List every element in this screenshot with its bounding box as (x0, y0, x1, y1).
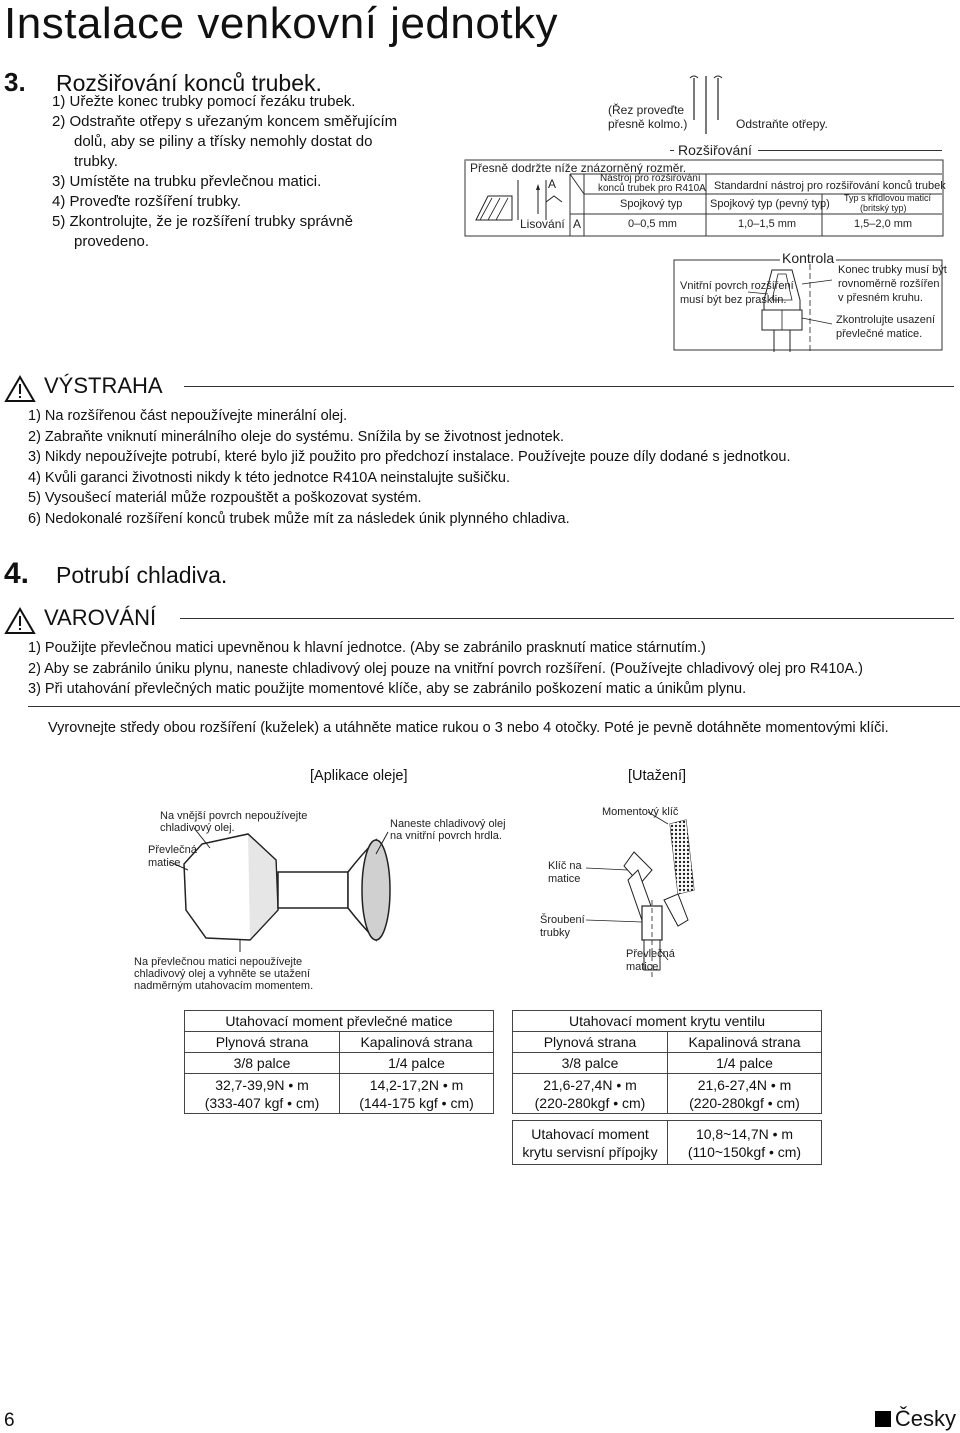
table-cell: 1/4 palce (668, 1053, 822, 1074)
caution-item: 2) Aby se zabránilo úniku plynu, naneste chladivový olej pouze na vnitřní povrch rozšíření. (Používejte chladivový olej pro R410A.) (28, 660, 864, 677)
dimension-a-label: A (548, 177, 557, 191)
caution-list (28, 638, 863, 700)
section-3-number: 3. (4, 67, 26, 97)
service-label: krytu servisní přípojky (522, 1143, 658, 1160)
warning-item: 2) Zabraňte vniknutí minerálního oleje do systému. Snížila by se životnost jednotek. (28, 428, 564, 445)
service-label: Utahovací moment (531, 1125, 649, 1142)
flaring-steps-list (52, 92, 412, 252)
table-cell: 3/8 palce (513, 1053, 668, 1074)
standard-tool-label: Standardní nástroj pro rozšiřování konců trubek (714, 180, 946, 192)
table-cell (340, 1074, 494, 1114)
language-label (875, 1406, 956, 1432)
table-cell (668, 1121, 822, 1165)
caution-icon (4, 607, 36, 635)
oil-application-caption: [Aplikace oleje] (310, 768, 408, 784)
cut-label-line2: přesně kolmo.) (608, 117, 688, 131)
flare-nut-note-2: chladivový olej a vyhněte se utažení (134, 968, 311, 980)
table-col-header: Plynová strana (513, 1032, 668, 1053)
warning-icon (4, 375, 36, 403)
flare-nut-torque-table (184, 1010, 494, 1114)
wing-nut-label-2: (britský typ) (860, 203, 907, 213)
caution-item: 1) Použijte převlečnou matici upevněnou k hlavní jednotce. (Aby se zabránilo prasknutí matice stárnutím.) (28, 640, 706, 656)
torque-value-kgf: (110~150kgf • cm) (687, 1143, 802, 1160)
table-cell (668, 1074, 822, 1114)
union-label-2: trubky (540, 927, 570, 939)
table-col-header: Kapalinová strana (340, 1032, 494, 1053)
torque-value-kgf: (220-280kgf • cm) (534, 1094, 646, 1111)
table-header: Utahovací moment krytu ventilu (513, 1011, 822, 1032)
warning-item: 3) Nikdy nepoužívejte potrubí, které bylo již použito pro předchozí instalace. Používejte pouze díly dodané s jednotkou. (28, 449, 791, 465)
nut-seat-label-1: Zkontrolujte usazení (836, 314, 936, 326)
spanner-label-2: matice (548, 873, 581, 885)
clutch-rigid-dimension-value: 1,0–1,5 mm (738, 218, 797, 230)
page-title: Instalace venkovní jednotky (4, 0, 559, 48)
even-flare-label-1: Konec trubky musí být (838, 264, 947, 276)
warning-title: VÝSTRAHA (44, 373, 163, 398)
tightening-instruction: Vyrovnejte středy obou rozšíření (kuželek) a utáhněte matice rukou o 3 nebo 4 otočky. Poté je pevně dotáhněte momentovými klíči. (48, 720, 889, 736)
table-cell: 3/8 palce (185, 1053, 340, 1074)
r410a-tool-label-1: Nástroj pro rozšiřování (600, 173, 701, 184)
section-4-heading (4, 557, 228, 590)
torque-value: 21,6-27,4N • m (543, 1076, 637, 1093)
caution-header (0, 604, 960, 634)
even-flare-label-2: rovnoměrně rozšířen (838, 278, 940, 290)
warning-list (28, 406, 791, 529)
check-title: Kontrola (782, 250, 835, 266)
section-4-title: Potrubí chladiva. (56, 562, 228, 588)
caution-title: VAROVÁNÍ (44, 605, 157, 630)
flaring-step: 4) Proveďte rozšíření trubky. (52, 193, 242, 210)
page-number: 6 (4, 1410, 15, 1431)
wing-nut-dimension-value: 1,5–2,0 mm (854, 218, 913, 230)
caution-item: 3) Při utahování převlečných matic použijte momentové klíče, aby se zabránilo poškození matic a únikům plynu. (28, 681, 747, 697)
table-cell (185, 1074, 340, 1114)
valve-cap-torque-table (512, 1010, 822, 1114)
tightening-caption: [Utažení] (628, 768, 687, 784)
flaring-diagram (462, 74, 956, 354)
union-label-1: Šroubení (540, 914, 585, 926)
flare-nut-label-2: matice (148, 857, 181, 869)
caution-rule (180, 618, 954, 619)
clutch-rigid-label: Spojkový typ (pevný typ) (710, 198, 830, 210)
wing-nut-label-1: Typ s křídlovou maticí (844, 193, 932, 203)
section-3-title: Rozšiřování konců trubek. (56, 70, 322, 96)
flaring-step: 2) Odstraňte otřepy s uřezaným koncem směřujícím dolů, aby se piliny a třísky nemohly dostat do trubky. (52, 113, 398, 170)
warning-item: 6) Nedokonalé rozšíření konců trubek může mít za následek únik plynného chladiva. (28, 510, 570, 527)
warning-item: 5) Vysoušecí materiál může rozpouštět a poškozovat systém. (28, 490, 422, 506)
section-4-number: 4. (4, 557, 30, 590)
square-icon (875, 1411, 891, 1427)
flaring-step: 1) Uřežte konec trubky pomocí řezáku trubek. (52, 93, 356, 110)
torque-value-kgf: (144-175 kgf • cm) (359, 1094, 474, 1111)
flare-nut-label-1: Převlečná (148, 844, 197, 856)
torque-value: 32,7-39,9N • m (215, 1076, 309, 1093)
outer-surface-note-2: chladivový olej. (160, 822, 235, 834)
clutch-type-label: Spojkový typ (620, 198, 683, 210)
outer-surface-note-1: Na vnější povrch nepoužívejte (160, 810, 308, 822)
table-col-header: Kapalinová strana (668, 1032, 822, 1053)
language-text: Česky (894, 1406, 956, 1431)
even-flare-label-3: v přesném kruhu. (838, 292, 923, 304)
torque-wrench-label: Momentový klíč (602, 806, 679, 818)
deburr-label: Odstraňte otřepy. (736, 117, 828, 131)
table-col-header: Plynová strana (185, 1032, 340, 1053)
inner-surface-label-2: musí být bez prasklin. (680, 294, 787, 306)
flaring-diagram-graphic (462, 74, 956, 354)
tightening-diagram (538, 800, 738, 990)
table-header: Utahovací moment převlečné matice (185, 1011, 494, 1032)
table-cell (513, 1121, 668, 1165)
service-port-torque-table (512, 1120, 822, 1165)
r410a-dimension-value: 0–0,5 mm (628, 218, 677, 230)
inner-surface-note-2: na vnitřní povrch hrdla. (390, 830, 502, 842)
flaring-title: Rozšiřování (674, 144, 756, 156)
table-cell: 1/4 palce (340, 1053, 494, 1074)
oil-application-diagram (130, 800, 530, 1000)
section-divider (28, 706, 960, 707)
hold-dimension-label: Přesně dodržte níže znázorněný rozměr. (470, 161, 687, 175)
torque-value: 10,8~14,7N • m (695, 1125, 794, 1142)
nut-seat-label-2: převlečné matice. (836, 328, 923, 340)
row-a-label: A (573, 217, 582, 231)
die-label: Lisování (520, 217, 565, 231)
torque-value: 21,6-27,4N • m (697, 1076, 792, 1093)
inner-surface-label-1: Vnitřní povrch rozšíření (680, 280, 794, 292)
cut-label-line1: (Řez proveďte (608, 103, 685, 117)
spanner-label-1: Klíč na (548, 860, 582, 872)
inner-surface-note-1: Naneste chladivový olej (390, 818, 506, 830)
tighten-nut-label-1: Převlečná (626, 948, 675, 960)
torque-value: 14,2-17,2N • m (369, 1076, 464, 1093)
warning-item: 1) Na rozšířenou část nepoužívejte minerální olej. (28, 408, 348, 424)
flare-nut-note-1: Na převlečnou matici nepoužívejte (134, 956, 303, 968)
flare-nut-note-3: nadměrným utahovacím momentem. (134, 980, 314, 992)
flaring-step: 3) Umístěte na trubku převlečnou matici. (52, 173, 322, 190)
torque-value-kgf: (220-280kgf • cm) (689, 1094, 800, 1111)
flaring-step: 5) Zkontrolujte, že je rozšíření trubky správně provedeno. (52, 213, 353, 250)
warning-rule (184, 386, 954, 387)
tighten-nut-label-2: matice (626, 961, 659, 973)
table-cell (513, 1074, 668, 1114)
torque-value-kgf: (333-407 kgf • cm) (204, 1094, 320, 1111)
warning-header (0, 372, 960, 402)
warning-item: 4) Kvůli garanci životnosti nikdy k této jednotce R410A neinstalujte sušičku. (28, 469, 510, 486)
r410a-tool-label-2: konců trubek pro R410A (598, 183, 706, 194)
